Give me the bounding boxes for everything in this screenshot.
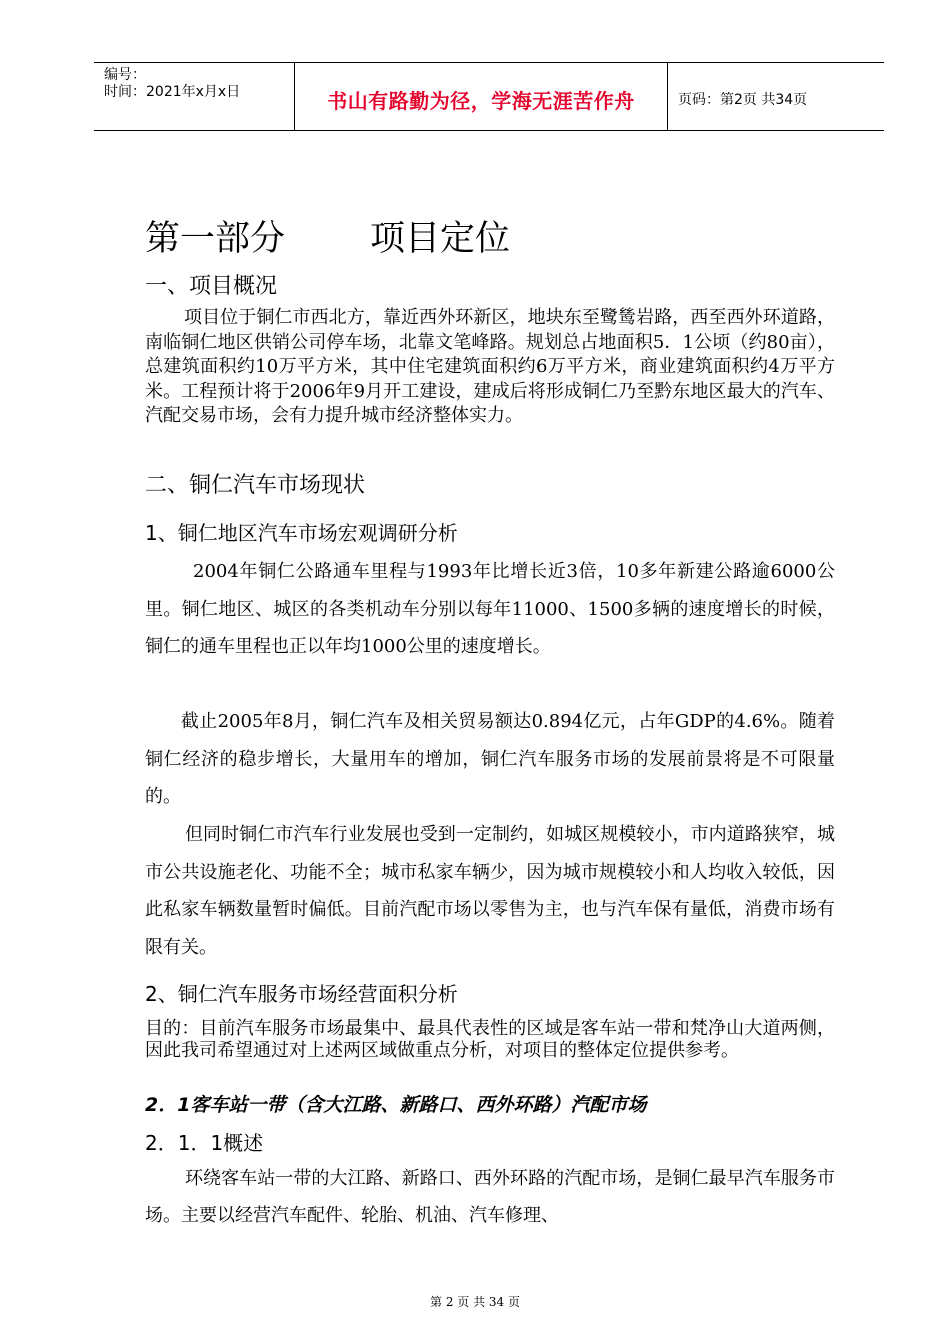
purpose-paragraph: 目的：目前汽车服务市场最集中、最具代表性的区域是客车站一带和梵净山大道两侧，因此我司希望通过对上述两区域做重点分析，对项目的整体定位提供参考。 <box>145 1018 835 1061</box>
subsection-heading-macro-research: 1、铜仁地区汽车市场宏观调研分析 <box>145 521 458 545</box>
macro-research-paragraph-1: 2004年铜仁公路通车里程与1993年比增长近3倍，10多年新建公路逾6000公里。铜仁地区、城区的各类机动车分别以每年11000、1500多辆的速度增长的时候，铜仁的通车里程也正以年均1000公里的速度增长。 <box>145 561 835 657</box>
section-heading-market-status: 二、铜仁汽车市场现状 <box>145 473 366 498</box>
header-motto-cell <box>295 63 668 130</box>
part-title-text: 项目定位 <box>370 219 511 259</box>
header-page-info: 页码：第2页 共34页 <box>678 92 808 108</box>
page-footer: 第 2 页 共 34 页 <box>430 1295 520 1309</box>
overview-211-paragraph: 环绕客车站一带的大江路、新路口、西外环路的汽配市场，是铜仁最早汽车服务市场。主要以经营汽车配件、轮胎、机油、汽车修理、 <box>145 1168 835 1226</box>
document-time-label: 时间：2021年x月x日 <box>104 84 241 100</box>
subsection-heading-area-analysis: 2、铜仁汽车服务市场经营面积分析 <box>145 982 458 1006</box>
subsection-heading-bus-station-market: 2．1客车站一带（含大江路、新路口、西外环路）汽配市场 <box>145 1094 647 1116</box>
page-header <box>94 62 884 131</box>
overview-paragraph: 项目位于铜仁市西北方，靠近西外环新区，地块东至鹭鸶岩路，西至西外环道路，南临铜仁地区供销公司停车场，北靠文笔峰路。规划总占地面积5．1公顷（约80亩），总建筑面积约10万平方米，其中住宅建筑面积约6万平方米，商业建筑面积约4万平方米。工程预计将于2006年9月开工建设，建成后将形成铜仁乃至黔东地区最大的汽车、汽配交易市场，会有力提升城市经济整体实力。 <box>145 307 835 426</box>
part-number: 第一部分 <box>145 219 286 259</box>
header-page-cell <box>668 63 884 130</box>
subsection-heading-overview-211: 2．1．1概述 <box>145 1131 264 1155</box>
part-title <box>145 211 510 261</box>
macro-research-paragraph-2: 截止2005年8月，铜仁汽车及相关贸易额达0.894亿元，占年GDP的4.6%。随着铜仁经济的稳步增长，大量用车的增加，铜仁汽车服务市场的发展前景将是不可限量的。 <box>145 711 835 807</box>
section-heading-overview: 一、项目概况 <box>145 274 278 299</box>
header-meta-cell <box>94 63 295 130</box>
header-motto: 书山有路勤为径，学海无涯苦作舟 <box>327 89 635 113</box>
document-number-label: 编号： <box>104 67 146 83</box>
macro-research-paragraph-3: 但同时铜仁市汽车行业发展也受到一定制约，如城区规模较小，市内道路狭窄，城市公共设施老化、功能不全；城市私家车辆少，因为城市规模较小和人均收入较低，因此私家车辆数量暂时偏低。目前汽配市场以零售为主，也与汽车保有量低，消费市场有限有关。 <box>145 824 835 958</box>
